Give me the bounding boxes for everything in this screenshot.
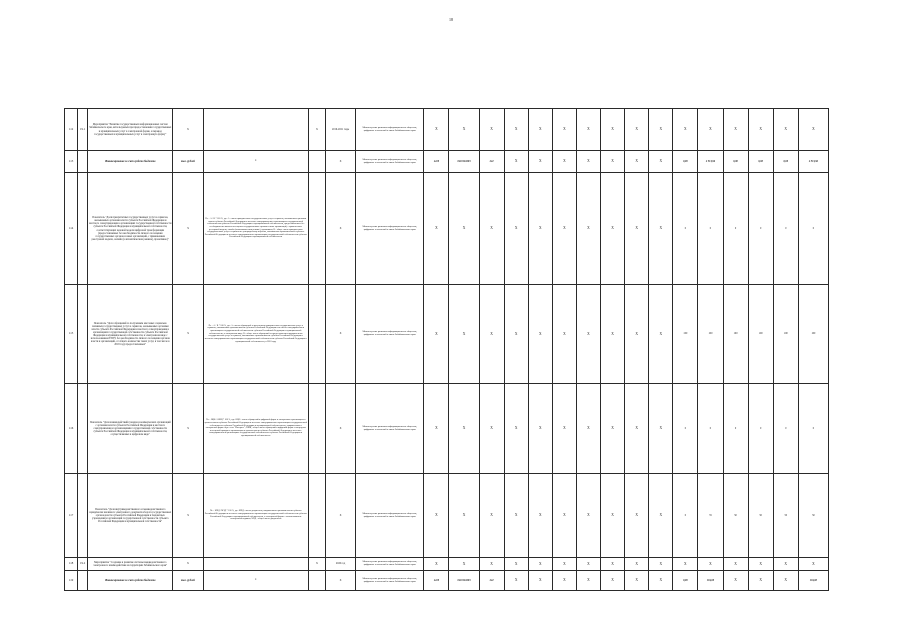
row-number: 113 xyxy=(65,151,78,173)
row-period: X xyxy=(325,474,355,558)
row-value-cell: 50 xyxy=(748,474,773,558)
row-value-cell: 50 xyxy=(798,474,828,558)
row-value-cell: X xyxy=(528,571,552,591)
row-year: X xyxy=(308,109,325,151)
row-value-cell: X xyxy=(528,285,552,384)
row-value-cell: X xyxy=(576,558,600,571)
row-indicator-formula xyxy=(203,558,308,571)
row-value-cell: X xyxy=(504,151,528,173)
row-value-cell: 194,00 xyxy=(698,571,723,591)
row-year xyxy=(308,151,325,173)
row-value-cell: X xyxy=(576,571,600,591)
row-value-cell: X xyxy=(723,558,748,571)
row-value-cell: 242 xyxy=(479,151,504,173)
row-value-cell: X xyxy=(649,285,673,384)
row-value-cell: X xyxy=(552,571,576,591)
row-responsible: Министерство развития информационного общества, цифровых технологий и связи Забайкальского края xyxy=(356,285,424,384)
row-value-cell: X xyxy=(552,285,576,384)
row-value-cell: X xyxy=(424,109,449,151)
row-responsible: Министерство развития информационного общества, цифровых технологий и связи Забайкальского края xyxy=(356,571,424,591)
row-value-cell: X xyxy=(504,474,528,558)
row-value-cell: 0,00 xyxy=(673,571,698,591)
row-responsible: Министерство развития информационного общества, цифровых технологий и связи Забайкальского края xyxy=(356,173,424,285)
row-number: 116 xyxy=(65,384,78,474)
row-value-cell: 0 xyxy=(723,173,748,285)
row-value-cell: X xyxy=(576,109,600,151)
row-value-cell: 100 xyxy=(773,285,798,384)
row-value-cell: X xyxy=(601,571,625,591)
row-value-cell: X xyxy=(673,109,698,151)
row-value-cell: X xyxy=(601,173,625,285)
row-name: Показатель "Доля приоритетных государственных услуг и сервисов, оказываемых органами власти субъекта Российской Федерации и местного самоуправления в организациях государственной собственности субъекта Российской Федерации и муниципальной собственности, соответствующих целевой модели цифровой трансформации (предоставляемых без необходимости личного посещения государственных органов и иных организаций, с применением реестровой модели, онлайн (в автоматическом режиме), проактивно)" xyxy=(88,173,173,285)
row-number: 118 xyxy=(65,558,78,571)
row-value-cell: X xyxy=(649,109,673,151)
row-value-cell: 2 513,96 xyxy=(698,151,723,173)
row-period: 2019-2021 годы xyxy=(325,109,355,151)
row-value-cell: X xyxy=(552,384,576,474)
program-table-sheet xyxy=(64,108,829,629)
row-value-cell: 0,00 xyxy=(723,151,748,173)
row-value-cell: 0,00 xyxy=(673,151,698,173)
row-value-cell: X xyxy=(625,571,649,591)
row-value-cell: X xyxy=(748,558,773,571)
page-number: 18 xyxy=(449,17,453,22)
row-number: 119 xyxy=(65,571,78,591)
row-year xyxy=(308,285,325,384)
row-value-cell: X xyxy=(748,109,773,151)
row-value-cell: X xyxy=(576,474,600,558)
row-value-cell: X xyxy=(479,384,504,474)
row-value-cell: X xyxy=(625,109,649,151)
row-value-cell: 50 xyxy=(723,474,748,558)
row-value-cell: X xyxy=(773,109,798,151)
row-value-cell: X xyxy=(424,285,449,384)
row-unit: % xyxy=(173,474,203,558)
row-value-cell: X xyxy=(504,109,528,151)
row-value-cell: X xyxy=(773,558,798,571)
row-value-cell: 0,00 xyxy=(748,151,773,173)
row-period: X xyxy=(325,384,355,474)
row-value-cell: X xyxy=(601,151,625,173)
row-value-cell: 194,00 xyxy=(798,571,828,591)
row-value-cell: X xyxy=(552,474,576,558)
program-table xyxy=(64,108,829,591)
row-responsible: Министерство развития информационного общества, цифровых технологий и связи Забайкальского края xyxy=(356,384,424,474)
row-value-cell: 4410 xyxy=(424,151,449,173)
row-value-cell: 100 xyxy=(698,285,723,384)
row-value-cell: X xyxy=(625,285,649,384)
row-value-cell: 242 xyxy=(479,571,504,591)
row-period: 2020 год xyxy=(325,558,355,571)
row-value-cell: X xyxy=(552,109,576,151)
row-year xyxy=(308,571,325,591)
row-value-cell: X xyxy=(479,474,504,558)
row-value-cell: 0410104203 xyxy=(449,571,479,591)
row-responsible: Министерство развития информационного общества, цифровых технологий и связи Забайкальского края xyxy=(356,151,424,173)
row-unit: X xyxy=(173,109,203,151)
row-value-cell: X xyxy=(625,474,649,558)
row-period: X xyxy=(325,173,355,285)
row-responsible: Министерство развития информационного общества, цифровых технологий и связи Забайкальского края xyxy=(356,558,424,571)
row-value-cell: X xyxy=(698,558,723,571)
row-unit: % xyxy=(173,173,203,285)
row-value-cell: X xyxy=(528,173,552,285)
row-value-cell: X xyxy=(504,384,528,474)
row-value-cell: 35 xyxy=(698,474,723,558)
row-value-cell: X xyxy=(673,558,698,571)
table-row xyxy=(65,474,829,558)
table-row xyxy=(65,384,829,474)
row-value-cell: 0 xyxy=(748,173,773,285)
row-value-cell: X xyxy=(424,558,449,571)
row-value-cell: X xyxy=(773,571,798,591)
row-value-cell: X xyxy=(625,558,649,571)
row-value-cell: 50 xyxy=(773,474,798,558)
row-value-cell: 0 xyxy=(698,384,723,474)
row-subnumber xyxy=(78,173,88,285)
row-subnumber xyxy=(78,384,88,474)
row-unit: тыс. рублей xyxy=(173,151,203,173)
row-unit: % xyxy=(173,384,203,474)
row-value-cell: X xyxy=(504,571,528,591)
row-value-cell: X xyxy=(723,571,748,591)
row-subnumber: 19.2 xyxy=(78,558,88,571)
row-indicator-formula: Пт = А / В * 100 %, где: А - число обращений за получением приоритетных государственных услуг и сервисов, оказываемых органами власти субъекта Российской Федерации и местного самоуправления в организациях государственной собственности субъекта Российской Федерации и муниципальной собственности, в электронном виде; В - общее число обращений за предоставлением приоритетных государственных услуг и сервисов, оказываемых органами власти субъекта Российской Федерации и местного самоуправления в организациях государственной собственности субъекта Российской Федерации и муниципальной собственности, в 2018 году xyxy=(203,285,308,384)
row-name: Показатель "Доля внутриведомственного и межведомственного юридически значимого электронного документооборота государственных органов власти субъекта Российской Федерации и бюджетных учреждений и организаций государственной собственности субъекта Российской Федерации и муниципальной собственности" xyxy=(88,474,173,558)
row-value-cell: X xyxy=(552,558,576,571)
table-row xyxy=(65,151,829,173)
row-value-cell: X xyxy=(649,474,673,558)
row-value-cell: 0 xyxy=(798,173,828,285)
row-name: Показатель "Доля обращений за получением массовых социально значимых государственных услуг и сервисов, оказываемых органами власти субъекта Российской Федерации и местного самоуправления в организациях государственной собственности субъекта Российской Федерации и муниципальной собственности, в электронном виде с использованием ЕПГУ, без необходимости личного посещения органов власти и организаций, от общего количества таких услуг, в том числе в 2018 году предоставленных" xyxy=(88,285,173,384)
row-value-cell: X xyxy=(649,151,673,173)
row-value-cell: 4410 xyxy=(424,571,449,591)
row-value-cell: X xyxy=(625,384,649,474)
row-value-cell: X xyxy=(649,173,673,285)
row-value-cell: 0 xyxy=(698,173,723,285)
row-value-cell: X xyxy=(528,474,552,558)
table-row xyxy=(65,173,829,285)
row-value-cell: X xyxy=(748,571,773,591)
row-value-cell: 0 xyxy=(673,474,698,558)
row-value-cell: X xyxy=(576,173,600,285)
row-indicator-formula: Пт = МЕД / МЭД * 100 %, где: МЕД - число документов, направленных органами власти субъекта Российской Федерации и местного самоуправления в организациях государственной собственности субъекта Российской Федерации и муниципальной собственности, в электронной форме с использованием электронной подписи; МЭД - общее число документов xyxy=(203,474,308,558)
row-value-cell: X xyxy=(601,384,625,474)
row-responsible: Министерство развития информационного общества, цифровых технологий и связи Забайкальского края xyxy=(356,109,424,151)
row-name: Финансирование за счет средств бюджета xyxy=(88,151,173,173)
row-value-cell: X xyxy=(576,285,600,384)
row-period: X xyxy=(325,285,355,384)
row-unit: тыс. рублей xyxy=(173,571,203,591)
row-value-cell: X xyxy=(601,474,625,558)
row-subnumber: 19.1 xyxy=(78,109,88,151)
row-value-cell: 100 xyxy=(723,285,748,384)
row-value-cell: X xyxy=(479,558,504,571)
row-indicator-formula: X xyxy=(203,571,308,591)
row-value-cell: 0 xyxy=(773,173,798,285)
row-name: Мероприятие "Развитие государственных информационных систем Забайкальского края, используемых при предоставлении государственных и муниципальных услуг в электронной форме, и перевод государственных и муниципальных услуг в электронную форму" xyxy=(88,109,173,151)
row-number: 115 xyxy=(65,285,78,384)
row-value-cell: X xyxy=(649,558,673,571)
row-number: 114 xyxy=(65,173,78,285)
row-value-cell: 0,00 xyxy=(773,151,798,173)
row-value-cell: 0 xyxy=(673,173,698,285)
row-value-cell: X xyxy=(449,474,479,558)
row-year xyxy=(308,384,325,474)
row-value-cell: X xyxy=(528,558,552,571)
row-indicator-formula xyxy=(203,109,308,151)
row-period: X xyxy=(325,571,355,591)
row-name: Мероприятие "Создание и развитие системы межведомственного электронного взаимодействия на территории Забайкальского края" xyxy=(88,558,173,571)
row-value-cell: X xyxy=(449,109,479,151)
row-value-cell: X xyxy=(449,558,479,571)
row-name: Финансирование за счет средств бюджета xyxy=(88,571,173,591)
row-year xyxy=(308,474,325,558)
row-value-cell: X xyxy=(504,173,528,285)
row-subnumber xyxy=(78,571,88,591)
row-year xyxy=(308,173,325,285)
row-indicator-formula: Пт = ОЦФ / ОБЩ * 100 %, где: ОЦФ - число обращений в цифровой форме в электронных организациях в органах власти субъекта Российской Федерации и местного самоуправления в организациях государственной собственности субъекта Российской Федерации и муниципальной собственности, направленных в электронной форме через сеть "Интернет"; ОБЩ - общее число обращений в цифровой форме и очередных посещений граждан в организациях в органах власти субъекта Российской Федерации и местного самоуправления в организациях государственной собственности субъекта Российской Федерации и муниципальной собственности xyxy=(203,384,308,474)
row-value-cell: 0 xyxy=(798,384,828,474)
row-value-cell: 100 xyxy=(673,285,698,384)
row-value-cell: X xyxy=(528,384,552,474)
table-row xyxy=(65,285,829,384)
row-value-cell: 0 xyxy=(748,384,773,474)
row-value-cell: X xyxy=(625,151,649,173)
row-value-cell: X xyxy=(576,151,600,173)
row-value-cell: X xyxy=(798,109,828,151)
row-value-cell: X xyxy=(723,109,748,151)
row-unit: X xyxy=(173,558,203,571)
row-value-cell: X xyxy=(552,151,576,173)
row-indicator-formula: Пт = А / В * 100 %, где: А - число приоритетных государственных услуг и сервисов, оказываемых органами власти субъекта Российской Федерации и местного самоуправления в организациях государственной собственности субъекта Российской Федерации и муниципальной собственности, предоставляемых без необходимости личного посещения государственных органов и иных организаций, с применением реестровой модели, онлайн (в автоматическом режиме), проактивно; В - общее число приоритетных государственных услуг и сервисов по утвержденному перечню, оказываемых органами власти субъекта Российской Федерации и местного самоуправления в организациях государственной собственности субъекта Российской Федерации и муниципальной собственности xyxy=(203,173,308,285)
row-value-cell: 0 xyxy=(773,384,798,474)
row-subnumber xyxy=(78,285,88,384)
row-value-cell: X xyxy=(449,384,479,474)
row-value-cell: X xyxy=(504,285,528,384)
row-value-cell: X xyxy=(601,109,625,151)
row-value-cell: X xyxy=(449,173,479,285)
row-value-cell: 100 xyxy=(748,285,773,384)
row-value-cell: X xyxy=(528,151,552,173)
table-row xyxy=(65,558,829,571)
row-value-cell: X xyxy=(798,558,828,571)
row-value-cell: X xyxy=(449,285,479,384)
row-subnumber xyxy=(78,474,88,558)
row-period: X xyxy=(325,151,355,173)
row-value-cell: X xyxy=(625,173,649,285)
row-value-cell: X xyxy=(528,109,552,151)
row-indicator-formula: X xyxy=(203,151,308,173)
row-value-cell: X xyxy=(479,109,504,151)
row-unit: % xyxy=(173,285,203,384)
row-value-cell: X xyxy=(576,384,600,474)
row-name: Показатель "Доля взаимодействий граждан и коммерческих организаций с органами власти субъекта Российской Федерации и местного самоуправления и организациями государственной собственности субъекта Российской Федерации и муниципальной собственности, осуществляемых в цифровом виде" xyxy=(88,384,173,474)
row-value-cell: 0410104203 xyxy=(449,151,479,173)
row-number: 117 xyxy=(65,474,78,558)
row-value-cell: X xyxy=(424,384,449,474)
row-value-cell: X xyxy=(424,173,449,285)
row-value-cell: X xyxy=(424,474,449,558)
row-value-cell: 2 513,96 xyxy=(798,151,828,173)
table-row xyxy=(65,109,829,151)
row-responsible: Министерство развития информационного общества, цифровых технологий и связи Забайкальского края xyxy=(356,474,424,558)
row-value-cell: X xyxy=(601,285,625,384)
row-value-cell: X xyxy=(601,558,625,571)
row-value-cell: X xyxy=(479,285,504,384)
row-year: X xyxy=(308,558,325,571)
row-value-cell: X xyxy=(479,173,504,285)
row-number: 112 xyxy=(65,109,78,151)
row-subnumber xyxy=(78,151,88,173)
row-value-cell: X xyxy=(649,384,673,474)
row-value-cell: X xyxy=(504,558,528,571)
row-value-cell: X xyxy=(649,571,673,591)
row-value-cell: X xyxy=(552,173,576,285)
row-value-cell: 0 xyxy=(673,384,698,474)
table-row xyxy=(65,571,829,591)
row-value-cell: X xyxy=(698,109,723,151)
row-value-cell: 0 xyxy=(723,384,748,474)
row-value-cell: 100 xyxy=(798,285,828,384)
